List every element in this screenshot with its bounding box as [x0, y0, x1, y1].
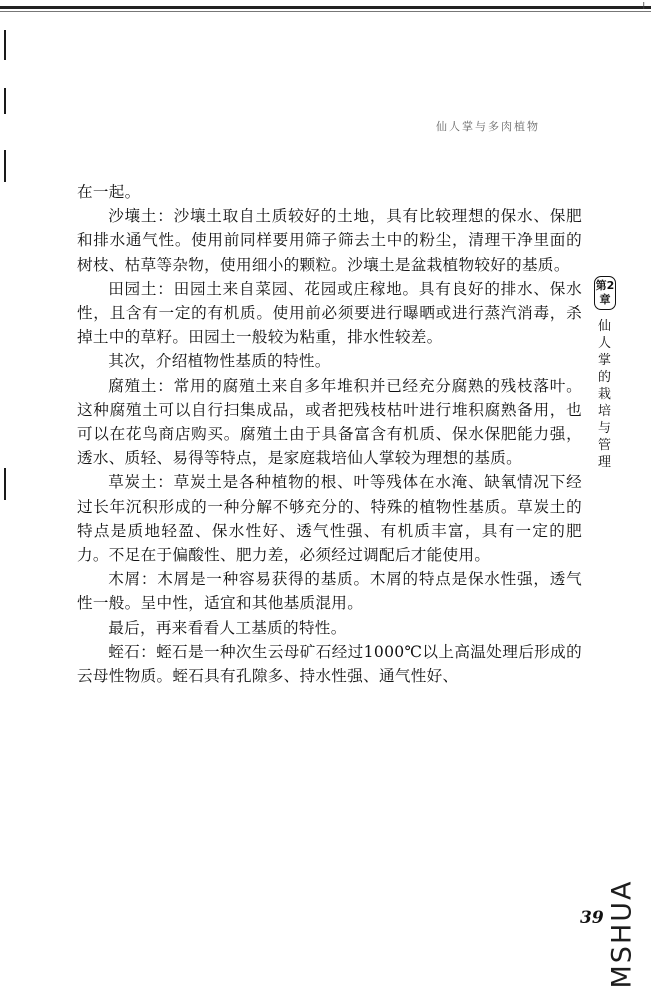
chapter-tab — [592, 276, 620, 471]
running-head: 仙人掌与多肉植物 — [436, 120, 540, 133]
body-paragraph: 蛭石：蛭石是一种次生云母矿石经过1000℃以上高温处理后形成的云母性物质。蛭石具有孔隙多、持水性强、通气性好、 — [77, 642, 582, 686]
body-paragraph: 木屑：木屑是一种容易获得的基质。木屑的特点是保水性强，透气性一般。呈中性，适宜和其他基质混用。 — [77, 570, 582, 613]
body-paragraph: 腐殖土：常用的腐殖土来自多年堆积并已经充分腐熟的残枝落叶。这种腐殖土可以自行扫集成品，或者把残枝枯叶进行堆积腐熟备用，也可以在花鸟商店购买。腐殖土由于具备富含有机质、保水保肥能力强，透水、质轻、易得等特点，是家庭栽培仙人掌较为理想的基质。 — [77, 376, 582, 468]
top-rule — [0, 6, 651, 9]
chapter-title-vertical: 仙人掌的栽培与管理 — [598, 319, 612, 470]
body-paragraph: 其次，介绍植物性基质的特性。 — [108, 352, 331, 371]
binding-edge-mark — [4, 30, 6, 60]
body-paragraph: 沙壤土：沙壤土取自土质较好的土地，具有比较理想的保水、保肥和排水通气性。使用前同样要用筛子筛去土中的粉尘，清理干净里面的树枝、枯草等杂物，使用细小的颗粒。沙壤土是盆栽植物较好的基质。 — [77, 207, 582, 274]
watermark — [600, 870, 644, 998]
body-paragraph: 田园土：田园土来自菜园、花园或庄稼地。具有良好的排水、保水性，且含有一定的有机质。使用前必须要进行曝晒或进行蒸汽消毒，杀掉土中的草籽。田园土一般较为粘重，排水性较差。 — [77, 279, 582, 347]
binding-edge-mark — [4, 468, 6, 500]
page-number: 39 — [580, 908, 604, 928]
watermark-text: MSHUA — [606, 879, 638, 989]
body-text — [77, 180, 582, 688]
body-paragraph: 在一起。 — [77, 183, 141, 201]
top-rule-thin — [0, 11, 651, 12]
corner-mark: l — [642, 2, 645, 12]
body-paragraph: 最后，再来看看人工基质的特性。 — [108, 618, 347, 637]
body-paragraph: 草炭土：草炭土是各种植物的根、叶等残体在水淹、缺氧情况下经过长年沉积形成的一种分解不够充分的、特殊的植物性基质。草炭土的特点是质地轻盈、保水性好、透气性强、有机质丰富，具有一定的肥力。不足在于偏酸性、肥力差，必须经过调配后才能使用。 — [77, 473, 582, 565]
chapter-number-badge: 第2章 — [594, 276, 616, 310]
binding-edge-mark — [4, 88, 6, 114]
binding-edge-mark — [4, 150, 6, 182]
